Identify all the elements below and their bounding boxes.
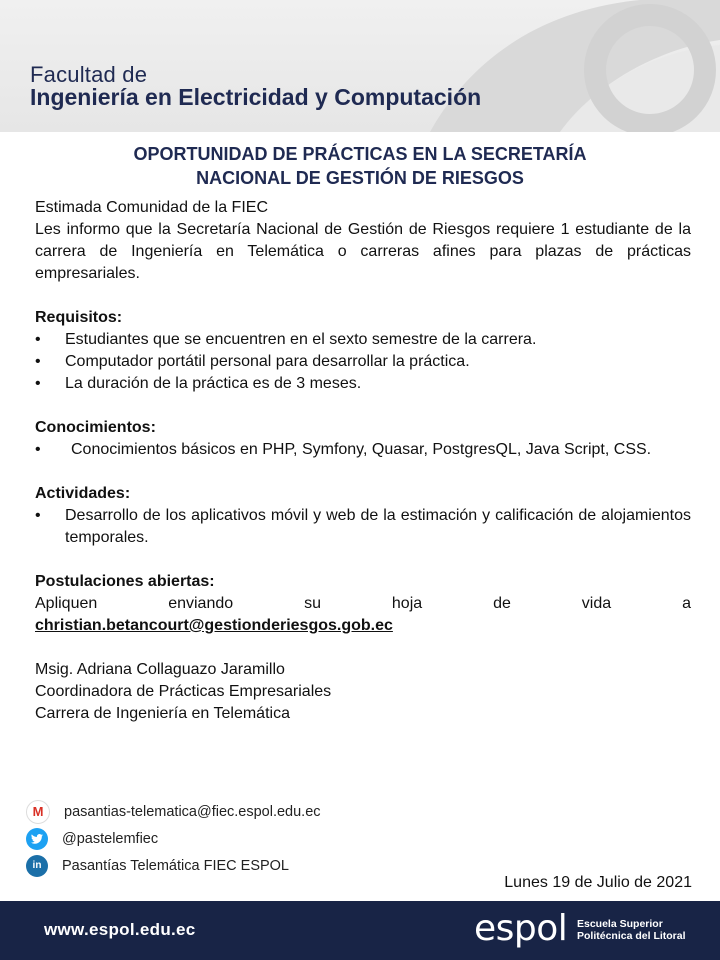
tagline-line2: Politécnica del Litoral xyxy=(577,930,686,942)
espol-logo: espol xyxy=(474,908,568,949)
contact-twitter-row[interactable] xyxy=(26,825,321,852)
contact-linkedin[interactable]: Pasantías Telemática FIEC ESPOL xyxy=(62,857,290,874)
linkedin-icon: in xyxy=(26,855,48,877)
page-title xyxy=(0,142,720,190)
gmail-icon: M xyxy=(26,800,50,824)
footer-bar xyxy=(0,901,720,960)
contact-list xyxy=(26,798,321,879)
contact-linkedin-row[interactable] xyxy=(26,852,321,879)
application-email-link[interactable]: christian.betancourt@gestionderiesgos.gob.ec xyxy=(35,617,393,634)
apply-instruction xyxy=(35,593,691,615)
title-line1: OPORTUNIDAD DE PRÁCTICAS EN LA SECRETARÍA xyxy=(133,144,587,164)
signatory-name: Msig. Adriana Collaguazo Jaramillo xyxy=(35,661,285,678)
greeting: Estimada Comunidad de la FIEC xyxy=(35,199,268,216)
activities-heading: Actividades: xyxy=(35,485,131,502)
intro-paragraph: Les informo que la Secretaría Nacional de Gestión de Riesgos requiere 1 estudiante de la carrera de Ingeniería en Telemática o carreras afines para plazas de prácticas empresariales. xyxy=(35,221,691,282)
list-item-text: Desarrollo de los aplicativos móvil y web de la estimación y calificación de alojamientos temporales. xyxy=(65,507,691,546)
signatory-role: Coordinadora de Prácticas Empresariales xyxy=(35,683,332,700)
footer-website-link[interactable]: www.espol.edu.ec xyxy=(44,920,196,939)
faculty-name-line2: Ingeniería en Electricidad y Computación xyxy=(30,84,482,110)
list-item xyxy=(35,329,691,351)
apply-word: Apliquen xyxy=(35,595,98,612)
tagline-line1: Escuela Superior xyxy=(577,918,663,930)
bullet-icon: • xyxy=(35,441,41,458)
twitter-icon xyxy=(26,828,48,850)
list-item-text: La duración de la práctica es de 3 meses. xyxy=(65,375,362,392)
list-item-text: Computador portátil personal para desarrollar la práctica. xyxy=(65,353,470,370)
applications-heading: Postulaciones abiertas: xyxy=(35,573,215,590)
list-item xyxy=(35,351,691,373)
knowledge-section xyxy=(35,417,691,461)
apply-word: su xyxy=(304,595,321,612)
bullet-icon: • xyxy=(35,353,41,370)
signatory-program: Carrera de Ingeniería en Telemática xyxy=(35,705,290,722)
bullet-icon: • xyxy=(35,507,41,524)
faculty-name-line1: Facultad de xyxy=(30,62,148,87)
bullet-icon: • xyxy=(35,331,41,348)
applications-section xyxy=(35,571,691,637)
activities-section xyxy=(35,483,691,549)
apply-word: hoja xyxy=(391,595,423,612)
list-item-text: Estudiantes que se encuentren en el sexto semestre de la carrera. xyxy=(65,331,537,348)
contact-twitter[interactable]: @pastelemfiec xyxy=(62,830,159,847)
list-item xyxy=(35,505,691,549)
list-item xyxy=(35,439,691,461)
title-line2: NACIONAL DE GESTIÓN DE RIESGOS xyxy=(196,168,524,188)
requirements-section xyxy=(35,307,691,395)
apply-word: enviando xyxy=(168,595,234,612)
signature-block xyxy=(35,659,691,725)
contact-email[interactable]: pasantias-telematica@fiec.espol.edu.ec xyxy=(64,803,321,820)
knowledge-heading: Conocimientos: xyxy=(35,419,156,436)
requirements-heading: Requisitos: xyxy=(35,309,123,326)
contact-email-row[interactable] xyxy=(26,798,321,825)
bullet-icon: • xyxy=(35,375,41,392)
espol-tagline xyxy=(577,918,686,942)
apply-word: a xyxy=(682,595,691,612)
apply-word: de xyxy=(493,595,511,612)
apply-word: vida xyxy=(581,595,612,612)
list-item-text: Conocimientos básicos en PHP, Symfony, Quasar, PostgresQL, Java Script, CSS. xyxy=(71,441,652,458)
header-banner xyxy=(0,0,720,132)
list-item xyxy=(35,373,691,395)
publication-date: Lunes 19 de Julio de 2021 xyxy=(504,874,692,891)
announcement-body xyxy=(35,197,691,725)
